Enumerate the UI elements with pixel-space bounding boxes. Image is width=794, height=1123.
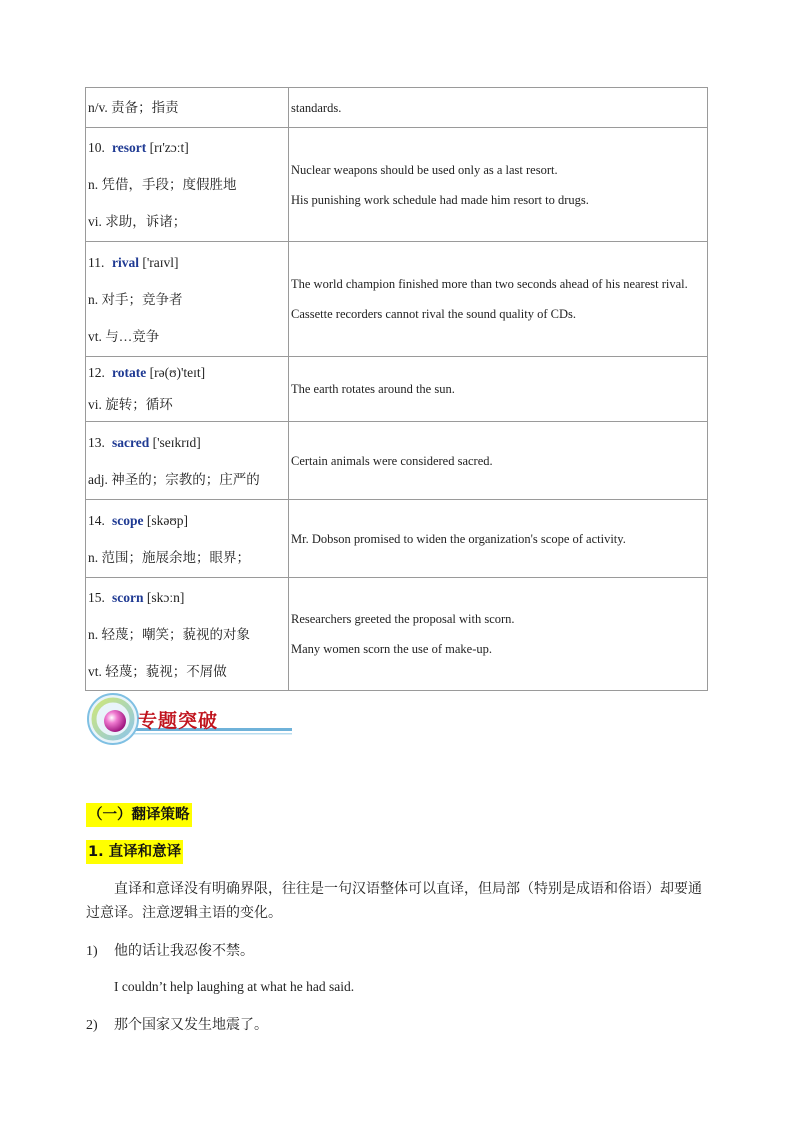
table-row (86, 578, 708, 691)
phonetic: [skɔːn] (146, 589, 185, 605)
item-text: 他的话让我忍俊不禁。 (114, 943, 254, 959)
vocabulary-table (85, 87, 708, 691)
item-text: 那个国家又发生地震了。 (114, 1017, 268, 1033)
example-sentence: Nuclear weapons should be used only as a last resort. (291, 162, 558, 177)
word-meaning: n. 凭借，手段；度假胜地 (88, 177, 237, 192)
example-sentence: The world champion finished more than two seconds ahead of his nearest rival. (291, 277, 688, 291)
entry-number: 11. (88, 254, 105, 270)
example-cell (289, 422, 708, 500)
headword: scorn (112, 589, 144, 605)
example-sentence: Researchers greeted the proposal with scorn. (291, 612, 515, 626)
word-meaning: n. 轻蔑；嘲笑；藐视的对象 (88, 626, 250, 642)
table-row (86, 422, 708, 500)
headword: sacred (112, 434, 150, 450)
body-paragraph: 直译和意译没有明确界限，往往是一句汉语整体可以直译，但局部（特别是成语和俗语）却要通过意译。注意逻辑主语的变化。 (86, 881, 702, 921)
example-cell (289, 578, 708, 691)
table-row (86, 242, 708, 357)
phonetic: [skəʊp] (146, 512, 189, 528)
section-heading: （一）翻译策略 (86, 803, 192, 827)
subsection-heading: 1. 直译和意译 (86, 840, 183, 864)
banner-title: 专题突破 (138, 710, 219, 732)
headword: scope (112, 512, 144, 528)
word-meaning: vt. 与…竞争 (88, 328, 160, 344)
table-row (86, 128, 708, 242)
headword: rival (112, 254, 139, 270)
table-row (86, 500, 708, 578)
phonetic: [rə(ʊ)'teɪt] (149, 365, 206, 380)
word-meaning: n. 对手；竞争者 (88, 291, 183, 307)
word-cell (86, 500, 289, 578)
example-sentence: standards. (291, 100, 342, 115)
entry-number: 13. (88, 434, 105, 450)
word-cell (86, 422, 289, 500)
word-cell (86, 357, 289, 422)
word-cell (86, 128, 289, 242)
example-cell (289, 500, 708, 578)
translation-answer: I couldn’t help laughing at what he had said. (114, 979, 355, 994)
entry-number: 10. (88, 140, 105, 155)
example-sentence: Many women scorn the use of make-up. (291, 642, 492, 656)
example-sentence: Certain animals were considered sacred. (291, 453, 493, 468)
table-row (86, 357, 708, 422)
phonetic: ['raɪvl] (142, 254, 179, 270)
example-sentence: Cassette recorders cannot rival the sound quality of CDs. (291, 307, 576, 321)
entry-number: 12. (88, 365, 105, 380)
phonetic: ['seɪkrɪd] (152, 434, 201, 450)
word-meaning: adj. 神圣的；宗教的；庄严的 (88, 471, 260, 487)
entry-number: 14. (88, 512, 105, 528)
headword: rotate (112, 365, 147, 380)
word-meaning: vi. 旋转；循环 (88, 397, 173, 412)
word-meaning: vi. 求助，诉诸； (88, 214, 187, 229)
example-cell (289, 242, 708, 357)
item-number: 1) (86, 944, 98, 959)
example-sentence: The earth rotates around the sun. (291, 382, 455, 396)
word-cell (86, 578, 289, 691)
headword: resort (112, 140, 147, 155)
example-sentence: Mr. Dobson promised to widen the organization's scope of activity. (291, 531, 626, 546)
word-meaning: n/v. 责备；指责 (88, 100, 179, 115)
phonetic: [rɪ'zɔːt] (149, 140, 189, 155)
example-sentence: His punishing work schedule had made him resort to drugs. (291, 192, 589, 207)
example-cell (289, 357, 708, 422)
word-cell (86, 242, 289, 357)
list-item (86, 941, 254, 962)
table-row (86, 88, 708, 128)
example-cell (289, 88, 708, 128)
list-item (86, 1015, 268, 1036)
item-number: 2) (86, 1018, 98, 1033)
word-cell (86, 88, 289, 128)
word-meaning: vt. 轻蔑；藐视；不屑做 (88, 663, 227, 679)
word-meaning: n. 范围；施展余地；眼界； (88, 549, 250, 565)
entry-number: 15. (88, 589, 105, 605)
example-cell (289, 128, 708, 242)
